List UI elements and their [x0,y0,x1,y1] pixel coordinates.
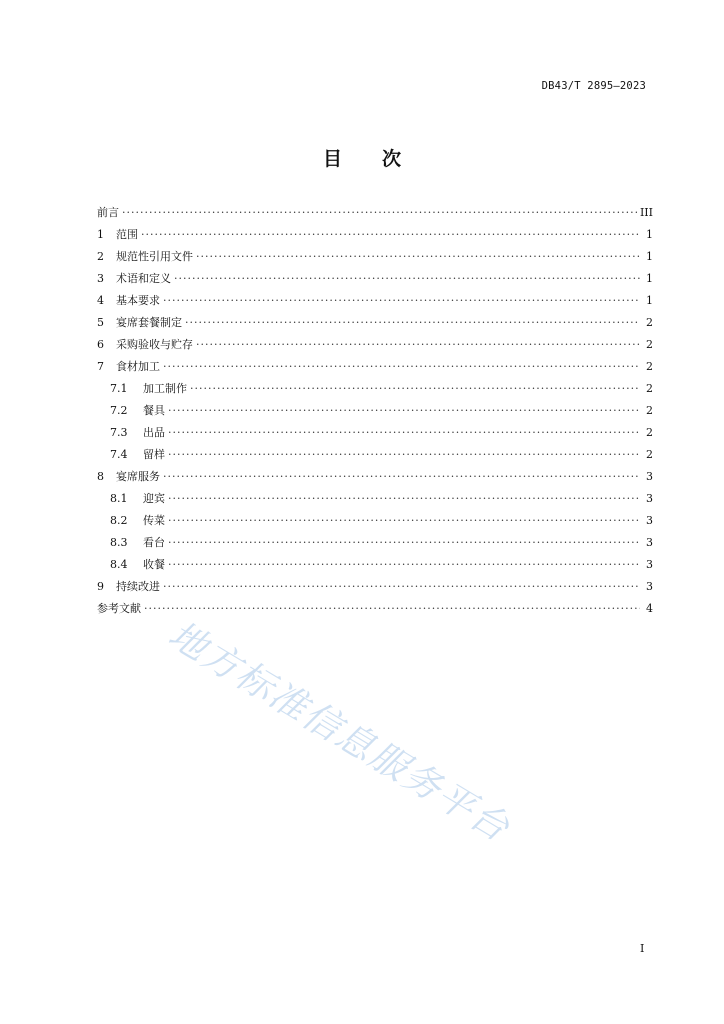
toc-entry[interactable] [97,336,653,358]
toc-entry-number: 8.2 [110,514,128,527]
toc-entry-number: 1 [97,228,104,241]
toc-entry-label: 食材加工 [116,360,160,373]
toc-entry[interactable] [97,534,653,556]
dot-leader [168,426,640,439]
toc-entry-number: 8.4 [110,558,128,571]
toc-entry-number: 6 [97,338,104,351]
toc-entry-label: 加工制作 [143,382,187,395]
toc-entry[interactable] [97,314,653,336]
toc-entry-page: 2 [646,382,653,395]
dot-leader [122,206,637,219]
toc-entry[interactable] [97,512,653,534]
toc-entry[interactable] [97,468,653,490]
toc-entry[interactable] [97,358,653,380]
toc-entry-number: 7 [97,360,104,373]
dot-leader [168,536,640,549]
toc-entry[interactable] [97,578,653,600]
toc-entry-page: 1 [646,272,653,285]
page-title [0,144,724,171]
toc-entry-label: 餐具 [143,404,165,417]
toc-entry-page: III [639,206,653,219]
title-right: 次 [382,148,402,170]
toc-entry[interactable] [97,424,653,446]
toc-entry-label: 传菜 [143,514,165,527]
toc-entry-number: 9 [97,580,104,593]
toc-entry[interactable] [97,446,653,468]
dot-leader [163,580,640,593]
toc-entry-page: 3 [646,580,653,593]
toc-entry-number: 8.1 [110,492,128,505]
dot-leader [174,272,640,285]
dot-leader [168,448,640,461]
toc-entry-page: 3 [646,470,653,483]
dot-leader [168,492,640,505]
standard-code: DB43/T 2895—2023 [541,80,646,92]
title-left: 目 [322,148,342,170]
toc-entry[interactable] [97,226,653,248]
toc-entry-number: 8.3 [110,536,128,549]
toc-entry-number: 7.2 [110,404,128,417]
toc-entry-number: 5 [97,316,104,329]
dot-leader [163,360,640,373]
toc-entry-page: 1 [646,250,653,263]
toc-entry-number: 7.1 [110,382,128,395]
toc-entry-page: 2 [646,448,653,461]
toc-entry[interactable] [97,248,653,270]
toc-entry-page: 4 [646,602,653,615]
toc-entry-page: 3 [646,558,653,571]
toc-entry-page: 2 [646,360,653,373]
toc-entry[interactable] [97,380,653,402]
toc-entry-number: 8 [97,470,104,483]
dot-leader [168,514,640,527]
table-of-contents [97,204,653,622]
toc-entry-label: 前言 [97,206,119,219]
toc-entry[interactable] [97,204,653,226]
toc-entry-label: 迎宾 [143,492,165,505]
toc-entry-label: 范围 [116,228,138,241]
toc-entry[interactable] [97,270,653,292]
toc-entry-number: 2 [97,250,104,263]
toc-entry-page: 2 [646,316,653,329]
toc-entry-label: 参考文献 [97,602,141,615]
toc-entry[interactable] [97,556,653,578]
toc-entry-number: 7.3 [110,426,128,439]
dot-leader [163,470,640,483]
toc-entry-page: 1 [646,294,653,307]
toc-entry-label: 出品 [143,426,165,439]
watermark: 地方标准信息服务平台 [161,612,518,851]
toc-entry-page: 2 [646,426,653,439]
dot-leader [144,602,640,615]
toc-entry-page: 2 [646,338,653,351]
toc-entry[interactable] [97,402,653,424]
dot-leader [196,250,640,263]
toc-entry-label: 宴席套餐制定 [116,316,182,329]
toc-entry-label: 收餐 [143,558,165,571]
toc-entry[interactable] [97,292,653,314]
toc-entry-number: 3 [97,272,104,285]
toc-entry-label: 规范性引用文件 [116,250,193,263]
dot-leader [168,558,640,571]
dot-leader [185,316,640,329]
toc-entry[interactable] [97,490,653,512]
toc-entry-label: 留样 [143,448,165,461]
dot-leader [168,404,640,417]
toc-entry-page: 3 [646,514,653,527]
toc-entry-label: 采购验收与贮存 [116,338,193,351]
toc-entry-label: 宴席服务 [116,470,160,483]
dot-leader [141,228,640,241]
toc-entry-page: 3 [646,492,653,505]
toc-entry-label: 术语和定义 [116,272,171,285]
dot-leader [190,382,640,395]
toc-entry-number: 4 [97,294,104,307]
toc-entry-label: 看台 [143,536,165,549]
toc-entry-page: 1 [646,228,653,241]
toc-entry-label: 持续改进 [116,580,160,593]
dot-leader [196,338,640,351]
toc-entry-number: 7.4 [110,448,128,461]
dot-leader [163,294,640,307]
toc-entry-page: 3 [646,536,653,549]
toc-entry-page: 2 [646,404,653,417]
toc-entry-label: 基本要求 [116,294,160,307]
page-number: I [640,942,645,955]
